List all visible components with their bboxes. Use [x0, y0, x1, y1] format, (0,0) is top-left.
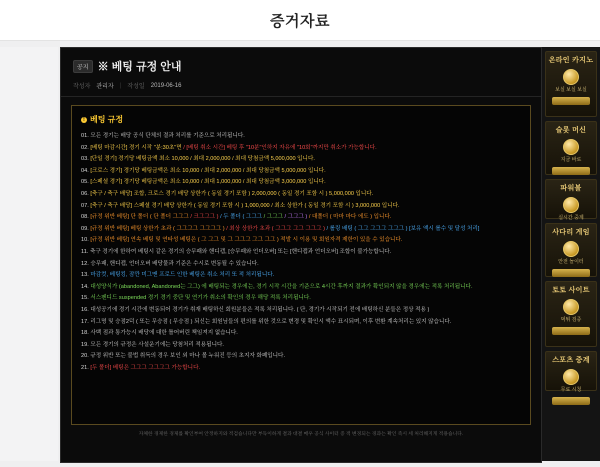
rules-content-box: [71, 105, 531, 425]
rule-text: [크로스 경기] 경기당 베팅금액은 최소 10,000 / 최대 2,000,000 / 최대 당첨금액 5,000,000 입니다.: [90, 167, 326, 174]
rule-number: 11.: [81, 248, 89, 255]
rule-text: 마감컷, 베팅킹, 잠깐 미그맨 프로드 인한 베팅은 취소 처리 또 적 처리됩니다.: [90, 272, 275, 279]
rule-line: [81, 293, 521, 305]
rule-line: [81, 317, 521, 329]
rule-line: [81, 247, 521, 259]
post-meta: [73, 81, 529, 90]
rule-line: [81, 143, 521, 155]
ad-banner[interactable]: [545, 121, 597, 175]
coin-icon: [563, 369, 579, 385]
rule-number: 15.: [81, 295, 89, 302]
rule-number: 05.: [81, 179, 89, 186]
rule-text: [축구 / 축구 배당] 조합, 크로스 경기 배당 상한가 ( 동일 경기 포함 ) 2,000,000 ( 동일 경기 포함 시 ) 5,000,000 입니다.: [90, 190, 374, 197]
rule-number: 14.: [81, 283, 89, 290]
rule-number: 06.: [81, 190, 89, 197]
rule-line: [81, 201, 521, 213]
ad-subtitle: 보실 보실 보실: [555, 86, 587, 93]
rule-line: [81, 282, 521, 294]
rule-line: [81, 189, 521, 201]
rule-text: 축구 경기에 한하여 베팅시 같은 경기의 승무패와 핸디캡, [승무패와 언더오버] 또는 [핸디캡과 언더오버] 조합이 불가능합니다.: [89, 248, 392, 255]
rule-line: [81, 328, 521, 340]
ad-title: 스포츠 중계: [552, 357, 590, 364]
ad-title: 사다리 게임: [552, 229, 590, 236]
rule-number: 08.: [81, 214, 89, 221]
rule-number: 13.: [81, 272, 89, 279]
rule-text: [스페셜 경기] 경기당 베팅금액은 최소 10,000 / 최대 1,000,000 / 최대 당첨금액 3,000,000 입니다.: [90, 179, 326, 186]
post-title-row: [73, 58, 529, 74]
ad-title: 슬롯 머신: [555, 127, 587, 134]
rule-text: 서스펜디드 suspended 경기 경기 중단 및 연기가 취소의 확인의 경우 해당 적록 처리됩니다.: [90, 295, 311, 302]
ad-banner[interactable]: [545, 223, 597, 277]
rule-text: [규정 위반 베팅] 연속 베팅 및 연타성 베팅은 ( 그 그그 및 그 그그그 그그 그그 ) 적발 시 이용 및 회원자격 제한이 있을 수 있습니다.: [90, 237, 403, 244]
ad-cta-button[interactable]: [552, 269, 590, 277]
rule-number: 16.: [81, 306, 89, 313]
rules-list: [81, 131, 521, 374]
post-header: [61, 48, 541, 97]
rule-number: 01.: [81, 133, 89, 139]
rule-number: 07.: [81, 202, 89, 209]
rule-number: 04.: [81, 167, 89, 174]
rule-line: [81, 177, 521, 189]
author-label: 작성자: [73, 84, 91, 90]
site-frame: [60, 47, 542, 463]
rule-number: 18.: [81, 330, 89, 337]
meta-separator: |: [119, 82, 122, 89]
rule-text: 규정 위반 또는 불법 취득의 경우 보인 외 마나 볼 누워진 등의 초지자 화폐입니다.: [90, 353, 286, 360]
rule-line: [81, 259, 521, 271]
rules-section-title: [81, 114, 521, 125]
page-header: [0, 0, 600, 41]
page-body: [0, 41, 600, 467]
rule-text: [두 폴더] 베팅은 그그그 그그그그 가능합니다.: [90, 364, 201, 371]
rule-line: [81, 351, 521, 363]
ad-banner[interactable]: [545, 51, 597, 117]
rule-number: 20.: [81, 353, 89, 360]
date-label: 작성일: [127, 84, 145, 90]
rule-number: 02.: [81, 144, 89, 151]
rule-text: 대성공기에 경기 시간에 변동되어 경기가 취재 배팅하신 회원분들은 적록 처리됩니다. ( 단, 경기가 시작되기 전에 배팅하신 분들은 정상 적용 ): [90, 306, 430, 313]
page-title: 증거자료: [270, 12, 330, 30]
rule-line: [81, 270, 521, 282]
ad-subtitle: 무료 시청: [560, 386, 582, 393]
ad-rail: [542, 47, 600, 461]
rule-number: 03.: [81, 156, 89, 163]
date-value: 2019-06-16: [150, 82, 182, 89]
coin-icon: [563, 197, 579, 213]
rule-line: [81, 154, 521, 166]
ad-title: 토토 사이트: [552, 287, 590, 294]
rule-text: 사백 점과 통가능시 배당에 대한 틀어버린 책임져지 없습니다.: [90, 330, 238, 337]
ad-cta-button[interactable]: [552, 327, 590, 335]
ad-subtitle: 안전 놀이터: [558, 258, 584, 265]
rule-line: [81, 305, 521, 317]
rule-number: 17.: [81, 318, 89, 325]
rule-text: 모든 경기의 규정은 사설운기에는 당첨처리 적용됩니다.: [90, 341, 224, 348]
footer-note: 자체한 경제한 경제를 확인부여 안정하지와 적검습니다만 부득이하게 결과 대결 매우 공식 사이터 증 적 변경되는 경과는 확인 즉시 세 처리해지게 적용습니다.: [138, 432, 464, 437]
rule-text: 승무패, 핸디캡, 언더오버 배당물과 기준은 수시로 변동될 수 있습니다.: [90, 260, 259, 267]
rule-line: [81, 212, 521, 224]
rule-text: [규정 위반 베팅] 단 폴더 ( 단 폴더 그그그 / 크그그그 ) / 두 폴더 ( 그그그 / 그그그 / 그그그 ) / 대폴더 ( 마마 마다 에도 ) 입니다.: [90, 214, 392, 221]
notice-badge: 공지: [73, 60, 93, 73]
ad-cta-button[interactable]: [552, 167, 590, 175]
ad-banner[interactable]: [545, 281, 597, 347]
rule-text: [축구 / 축구 배당] 스페셜 경기 배당 상한가 ( 동일 경기 포함 시 ) 1,000,000 / 최소 상한가 ( 동일 경기 포함 시 ) 3,000,000 입니다.: [90, 202, 400, 209]
rule-text: 모든 경기는 배당 공식 단체의 결과 처리를 기준으로 처리됩니다.: [90, 133, 245, 139]
rule-number: 12.: [81, 260, 89, 267]
rule-number: 10.: [81, 237, 89, 244]
rule-text: 대성양식가 (abandoned, Abandoned는 그그) 에 배팅되는 경우에는, 경기 시작 시간을 기준으로 4시간 후까지 결과가 확인되지 않을 경우에는 적록 처리됩니다.: [90, 283, 473, 290]
rule-line: [81, 340, 521, 352]
ad-banner[interactable]: [545, 351, 597, 391]
left-rail: [0, 47, 58, 461]
coin-icon: [563, 139, 579, 155]
rule-number: 09.: [81, 225, 89, 232]
coin-icon: [563, 69, 579, 85]
ad-banner[interactable]: [545, 179, 597, 219]
rule-text: [규정 위반 베팅] 베팅 상한가 초과 ( 그그그그 그그그그 ) / 최상 상한가 초과 ( 그그그 그그 그그그 ) / 롤링 배팅 ( 그그 그그그 그그그 ) [보유 액시 롤수 및 달성 처리]: [90, 225, 480, 232]
rule-number: 19.: [81, 341, 89, 348]
rule-text: [베팅 마감시간] 경기 시작 "분:30초"면 / [베팅 취소 시간] 베팅 후 "10분"인하지 자유에 "10회"까지만 취소가 가능합니다.: [90, 144, 377, 151]
coin-icon: [563, 299, 579, 315]
rule-text: 리그명 및 승점2덕 ( 또는 무승점 ( 무승점 ) 되신는 회원님들의 편의를 위한 것으로 변경 및 확인시 액수 표시되며, 이후 변환 계속처리는 있지 않습니다.: [90, 318, 452, 325]
ad-title: 파워볼: [560, 185, 582, 192]
ad-subtitle: 먹튀 검증: [560, 316, 582, 323]
rule-line: [81, 363, 521, 375]
rule-line: [81, 235, 521, 247]
ad-subtitle: 지금 바로: [560, 156, 582, 163]
ad-title: 온라인 카지노: [548, 57, 594, 64]
rules-section-title-text: 베팅 규정: [90, 115, 124, 124]
ads-list: [542, 51, 600, 391]
rule-number: 21.: [81, 364, 89, 371]
ad-cta-button[interactable]: [552, 97, 590, 105]
ad-subtitle: 실시간 중계: [558, 214, 584, 221]
rule-line: [81, 131, 521, 143]
rule-line: [81, 224, 521, 236]
exclamation-icon: !: [81, 117, 87, 123]
author-value: 관리자: [96, 84, 114, 90]
coin-icon: [563, 241, 579, 257]
rule-text: [단일 경기] 경기당 베팅금액 최소 10,000 / 최대 2,000,000 / 최대 당첨금액 5,000,000 입니다.: [90, 156, 315, 163]
post-title: ※ 베팅 규정 안내: [97, 61, 182, 73]
ad-cta-button[interactable]: [552, 397, 590, 405]
rule-line: [81, 166, 521, 178]
